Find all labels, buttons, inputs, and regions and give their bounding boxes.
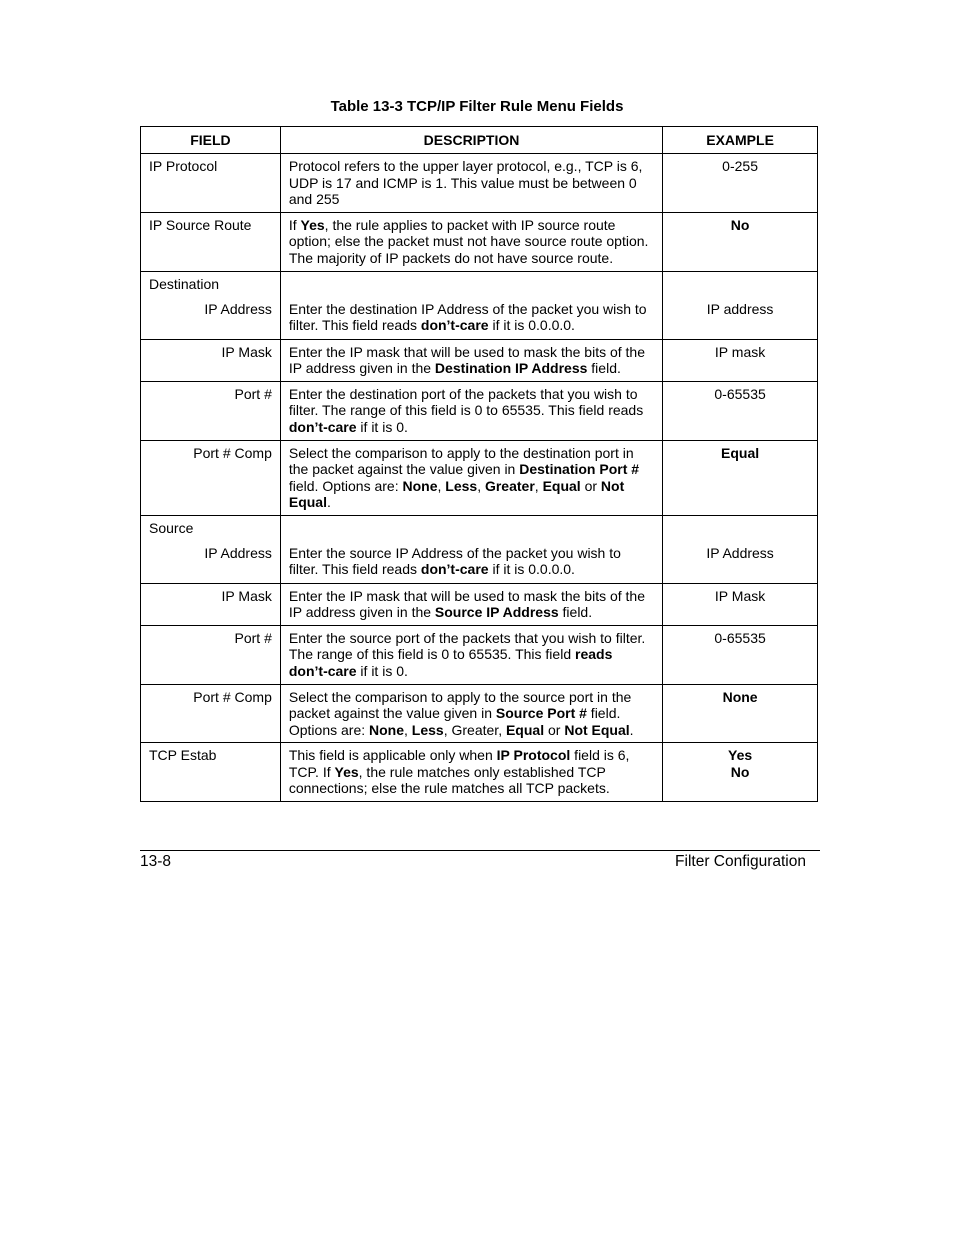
table-row xyxy=(141,381,818,440)
description-cell: This field is applicable only when IP Protocol field is 6, TCP. If Yes, the rule matches only established TCP connections; else the rule matches all TCP packets. xyxy=(280,743,662,802)
field-cell: Port # xyxy=(141,381,281,440)
description-cell: Enter the IP mask that will be used to mask the bits of the IP address given in the Destination IP Address field. xyxy=(280,339,662,381)
description-cell: Select the comparison to apply to the destination port in the packet against the value given in Destination Port # field. Options are: None, Less, Greater, Equal or Not Equal. xyxy=(280,440,662,515)
header-description: DESCRIPTION xyxy=(280,127,662,154)
table-row xyxy=(141,154,818,213)
group-label-destination: Destination xyxy=(149,275,220,292)
example-cell: None xyxy=(663,684,818,743)
example-cell: 0-255 xyxy=(663,154,818,213)
header-example: EXAMPLE xyxy=(663,127,818,154)
description-cell: Enter the destination IP Address of the packet you wish to filter. This field reads don’t-care if it is 0.0.0.0. xyxy=(280,271,662,339)
table-row xyxy=(141,440,818,515)
example-cell: IP mask xyxy=(663,339,818,381)
table-row xyxy=(141,625,818,684)
example-cell: Equal xyxy=(663,440,818,515)
field-cell: IP Mask xyxy=(141,339,281,381)
page-number: 13-8 xyxy=(140,853,172,870)
example-cell: IP Address xyxy=(663,515,818,583)
table-row xyxy=(141,684,818,743)
field-cell: IP Source Route xyxy=(141,212,281,271)
field-cell: IP Mask xyxy=(141,583,281,625)
field-cell xyxy=(141,515,281,583)
table-row xyxy=(141,515,818,583)
header-field: FIELD xyxy=(141,127,281,154)
example-cell: 0-65535 xyxy=(663,381,818,440)
description-cell: Select the comparison to apply to the source port in the packet against the value given in Source Port # field. Options are: None, Less, Greater, Equal or Not Equal. xyxy=(280,684,662,743)
table-row xyxy=(141,271,818,339)
description-cell: Enter the source port of the packets that you wish to filter. The range of this field is 0 to 65535. This field reads don’t-care if it is 0. xyxy=(280,625,662,684)
table-row xyxy=(141,212,818,271)
table-row xyxy=(141,339,818,381)
field-cell: Port # Comp xyxy=(141,684,281,743)
description-cell: Protocol refers to the upper layer protocol, e.g., TCP is 6, UDP is 17 and ICMP is 1. This value must be between 0 and 255 xyxy=(280,154,662,213)
description-cell: Enter the IP mask that will be used to mask the bits of the IP address given in the Source IP Address field. xyxy=(280,583,662,625)
chapter-title: Filter Configuration xyxy=(675,853,806,870)
table-row xyxy=(141,583,818,625)
table-row xyxy=(141,743,818,802)
table-header-row xyxy=(141,127,818,154)
example-cell: IP address xyxy=(663,271,818,339)
table-caption: Table 13-3 TCP/IP Filter Rule Menu Fields xyxy=(330,98,624,115)
filter-rule-fields-table xyxy=(140,126,818,802)
description-cell: Enter the source IP Address of the packet you wish to filter. This field reads don’t-care if it is 0.0.0.0. xyxy=(280,515,662,583)
field-cell: Port # Comp xyxy=(141,440,281,515)
field-cell xyxy=(141,271,281,339)
group-label-source: Source xyxy=(149,519,194,536)
description-cell: Enter the destination port of the packets that you wish to filter. The range of this field is 0 to 65535. This field reads don’t-care if it is 0. xyxy=(280,381,662,440)
field-label: IP Address xyxy=(204,545,272,561)
field-cell: Port # xyxy=(141,625,281,684)
footer-divider xyxy=(140,850,820,851)
example-cell: 0-65535 xyxy=(663,625,818,684)
field-cell: TCP Estab xyxy=(141,743,281,802)
field-cell: IP Protocol xyxy=(141,154,281,213)
description-cell: If Yes, the rule applies to packet with IP source route option; else the packet must not have source route option. The majority of IP packets do not have source route. xyxy=(280,212,662,271)
example-cell: Yes No xyxy=(663,743,818,802)
field-label: IP Address xyxy=(204,301,272,317)
example-cell: IP Mask xyxy=(663,583,818,625)
example-cell: No xyxy=(663,212,818,271)
